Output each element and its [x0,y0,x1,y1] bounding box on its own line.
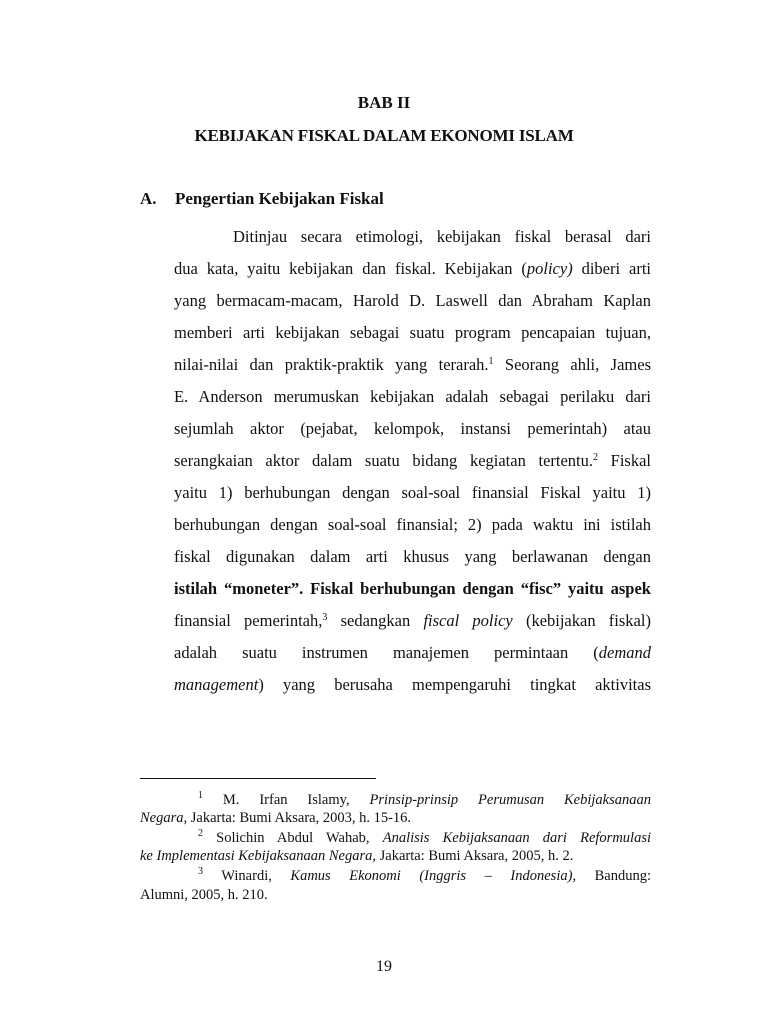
footnote-ref-1: 1 [488,356,494,367]
footnote-ref-2: 2 [593,452,599,463]
body-line-11: fiskal digunakan dalam arti khusus yang berlawanan dengan [174,547,651,566]
footnote-2-line-2: ke Implementasi Kebijaksanaan Negara, Jakarta: Bumi Aksara, 2005, h. 2. [140,848,574,864]
footnote-2-line-1: $^2$ Solichin Abdul Wahab, Analisis Kebijaksanaan dari Reformulasi [198,828,651,846]
footnote-ref-3: 3 [322,612,328,623]
section-title: Pengertian Kebijakan Fiskal [175,189,384,208]
body-line-6: E. Anderson merumuskan kebijakan adalah sebagai perilaku dari [174,387,651,406]
footnote-3-line-2: Alumni, 2005, h. 210. [140,887,268,903]
body-line-10: berhubungan dengan soal-soal finansial; 2) pada waktu ini istilah [174,515,651,534]
body-line-14: adalah suatu instrumen manajemen permintaan (demand [174,643,651,662]
body-line-3: yang bermacam-macam, Harold D. Laswell dan Abraham Kaplan [174,291,651,310]
body-line-12: istilah “moneter”. Fiskal berhubungan dengan “fisc” yaitu aspek [174,579,651,598]
chapter-title: KEBIJAKAN FISKAL DALAM EKONOMI ISLAM [194,126,574,145]
body-line-5: nilai-nilai dan praktik-praktik yang terarah.$^1$ Seorang ahli, James [174,355,651,374]
footnote-1-line-2: Negara, Jakarta: Bumi Aksara, 2003, h. 15-16. [140,810,412,826]
section-letter: A. [140,189,157,208]
body-line-7: sejumlah aktor (pejabat, kelompok, instansi pemerintah) atau [174,419,651,438]
footnote-3-line-1: $^3$ Winardi, Kamus Ekonomi (Inggris – Indonesia), Bandung: [198,866,651,884]
body-line-2: dua kata, yaitu kebijakan dan fiskal. Kebijakan (policy) diberi arti [174,259,651,278]
body-line-13: finansial pemerintah,$^3$ sedangkan fiscal policy (kebijakan fiskal) [174,611,651,630]
chapter-heading: BAB II [357,93,411,112]
footnote-separator [140,778,376,779]
footnote-1-line-1: $^1$ M. Irfan Islamy, Prinsip-prinsip Perumusan Kebijaksanaan [198,790,651,808]
body-line-4: memberi arti kebijakan sebagai suatu program pencapaian tujuan, [174,323,651,342]
body-line-15: management) yang berusaha mempengaruhi tingkat aktivitas [174,675,651,694]
body-line-1: Ditinjau secara etimologi, kebijakan fiskal berasal dari [233,227,651,246]
page-number: 19 [376,958,392,975]
body-line-9: yaitu 1) berhubungan dengan soal-soal finansial Fiskal yaitu 1) [174,483,651,502]
body-line-8: serangkaian aktor dalam suatu bidang kegiatan tertentu.$^2$ Fiskal [174,451,651,470]
